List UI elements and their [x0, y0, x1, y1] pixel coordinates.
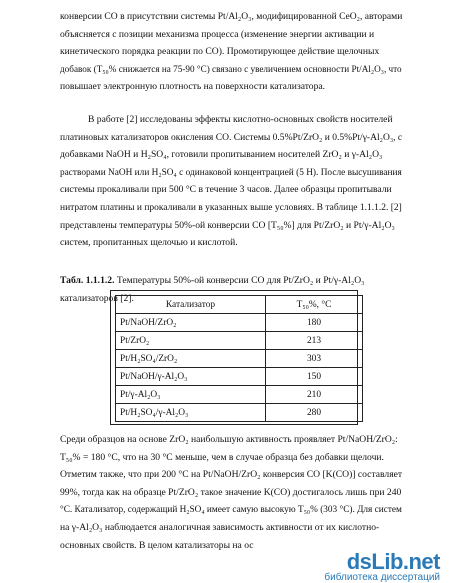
cell-t50: 180: [266, 314, 363, 332]
dslib-watermark[interactable]: [347, 551, 440, 573]
watermark-subtitle: библиотека диссертаций: [324, 572, 440, 583]
text-line: платиновых катализаторов окисления CO. Системы 0.5%Pt/ZrO₂ и 0.5%Pt/γ-Al₂O₃, с: [60, 131, 403, 143]
cell-t50: 210: [266, 386, 363, 404]
text-line: Отметим также, что при 200 °C на Pt/NaOH/ZrO₂ конверсия CO [K(CO)] составляет: [60, 469, 403, 481]
table-row: [116, 350, 363, 368]
column-header-catalyst: Катализатор: [116, 296, 266, 314]
caption-text: Температуры 50%-ой конверсии CO для Pt/ZrO₂ и Pt/γ-Al₂O₃: [114, 275, 365, 286]
cell-t50: 303: [266, 350, 363, 368]
text-line: добавок (T₅₀% снижается на 75-90 °C) связано с увеличением основности Pt/Al₂O₃, что: [60, 63, 402, 75]
data-table: [115, 295, 363, 422]
text-line: В работе [2] исследованы эффекты кислотно-основных свойств носителей: [88, 114, 393, 125]
paragraph-2: [60, 111, 402, 252]
table-row: [116, 368, 363, 386]
cell-catalyst: Pt/H₂SO₄/ZrO₂: [116, 350, 266, 368]
table-row: [116, 314, 363, 332]
cell-t50: 150: [266, 368, 363, 386]
text-line: °C. Катализатор, содержащий H₂SO₄ имеет самую высокую T₅₀% (303 °C). Для систем: [60, 504, 402, 516]
dslib-logo: dsLib.net: [346, 549, 440, 574]
text-line: Среди образцов на основе ZrO₂ наибольшую активность проявляет Pt/NaOH/ZrO₂:: [60, 434, 398, 445]
cell-catalyst: Pt/NaOH/γ-Al₂O₃: [116, 368, 266, 386]
paragraph-3: [60, 431, 402, 554]
caption-line: катализаторов [2].: [60, 292, 134, 304]
text-line: систем, пропитанных щелочью и кислотой.: [60, 237, 238, 249]
table-row: [116, 386, 363, 404]
cell-t50: 213: [266, 332, 363, 350]
caption-line: [60, 272, 402, 290]
paragraph-1: [60, 8, 402, 96]
column-header-t50: T₅₀%, °C: [266, 296, 363, 314]
cell-catalyst: Pt/γ-Al₂O₃: [116, 386, 266, 404]
table-header-row: [116, 296, 363, 314]
text-line: конверсии CO в присутствии системы Pt/Al₂O₃, модифицированной CeO₂, авторами: [60, 11, 403, 22]
cell-catalyst: Pt/NaOH/ZrO₂: [116, 314, 266, 332]
text-line: системы прокаливали при 500 °C в течение 3 часов. Далее образцы пропитывали: [60, 184, 392, 196]
text-line: T₅₀% = 180 °C, что на 30 °C меньше, чем в случае образца без добавки щелочи.: [60, 451, 384, 463]
table-row: [116, 404, 363, 422]
cell-catalyst: Pt/ZrO₂: [116, 332, 266, 350]
text-line: на γ-Al₂O₃ наблюдается аналогичная зависимость активности от их кислотно-: [60, 521, 380, 533]
text-line: представлены температуры 50%-ой конверсии CO [T₅₀%] для Pt/ZrO₂ и Pt/γ-Al₂O₃: [60, 219, 395, 231]
caption-label: Табл. 1.1.1.2.: [60, 275, 115, 286]
text-line: основных свойств. В целом катализаторы на ос: [60, 539, 254, 551]
text-line: добавками NaOH и H₂SO₄, готовили пропитыванием носителей ZrO₂ и γ-Al₂O₃: [60, 149, 383, 161]
text-line: повышает электронную плотность на поверхности катализатора.: [60, 81, 326, 93]
cell-catalyst: Pt/H₂SO₄/γ-Al₂O₃: [116, 404, 266, 422]
text-line: растворами NaOH или H₂SO₄ с одинаковой концентрацией (5 Н). После высушивания: [60, 166, 402, 178]
table-row: [116, 332, 363, 350]
text-line: нитратом платины и прокаливали в указанных выше условиях. В таблице 1.1.1.2. [2]: [60, 201, 402, 213]
text-line: кинетического порядка реакции по CO). Промотирующее действие щелочных: [60, 46, 380, 58]
text-line: 99%, тогда как на образце Pt/ZrO₂ такое значение K(CO) достигалось лишь при 240: [60, 486, 402, 498]
text-line: объясняется с позиции механизма процесса (изменение энергии активации и: [60, 28, 375, 40]
cell-t50: 280: [266, 404, 363, 422]
